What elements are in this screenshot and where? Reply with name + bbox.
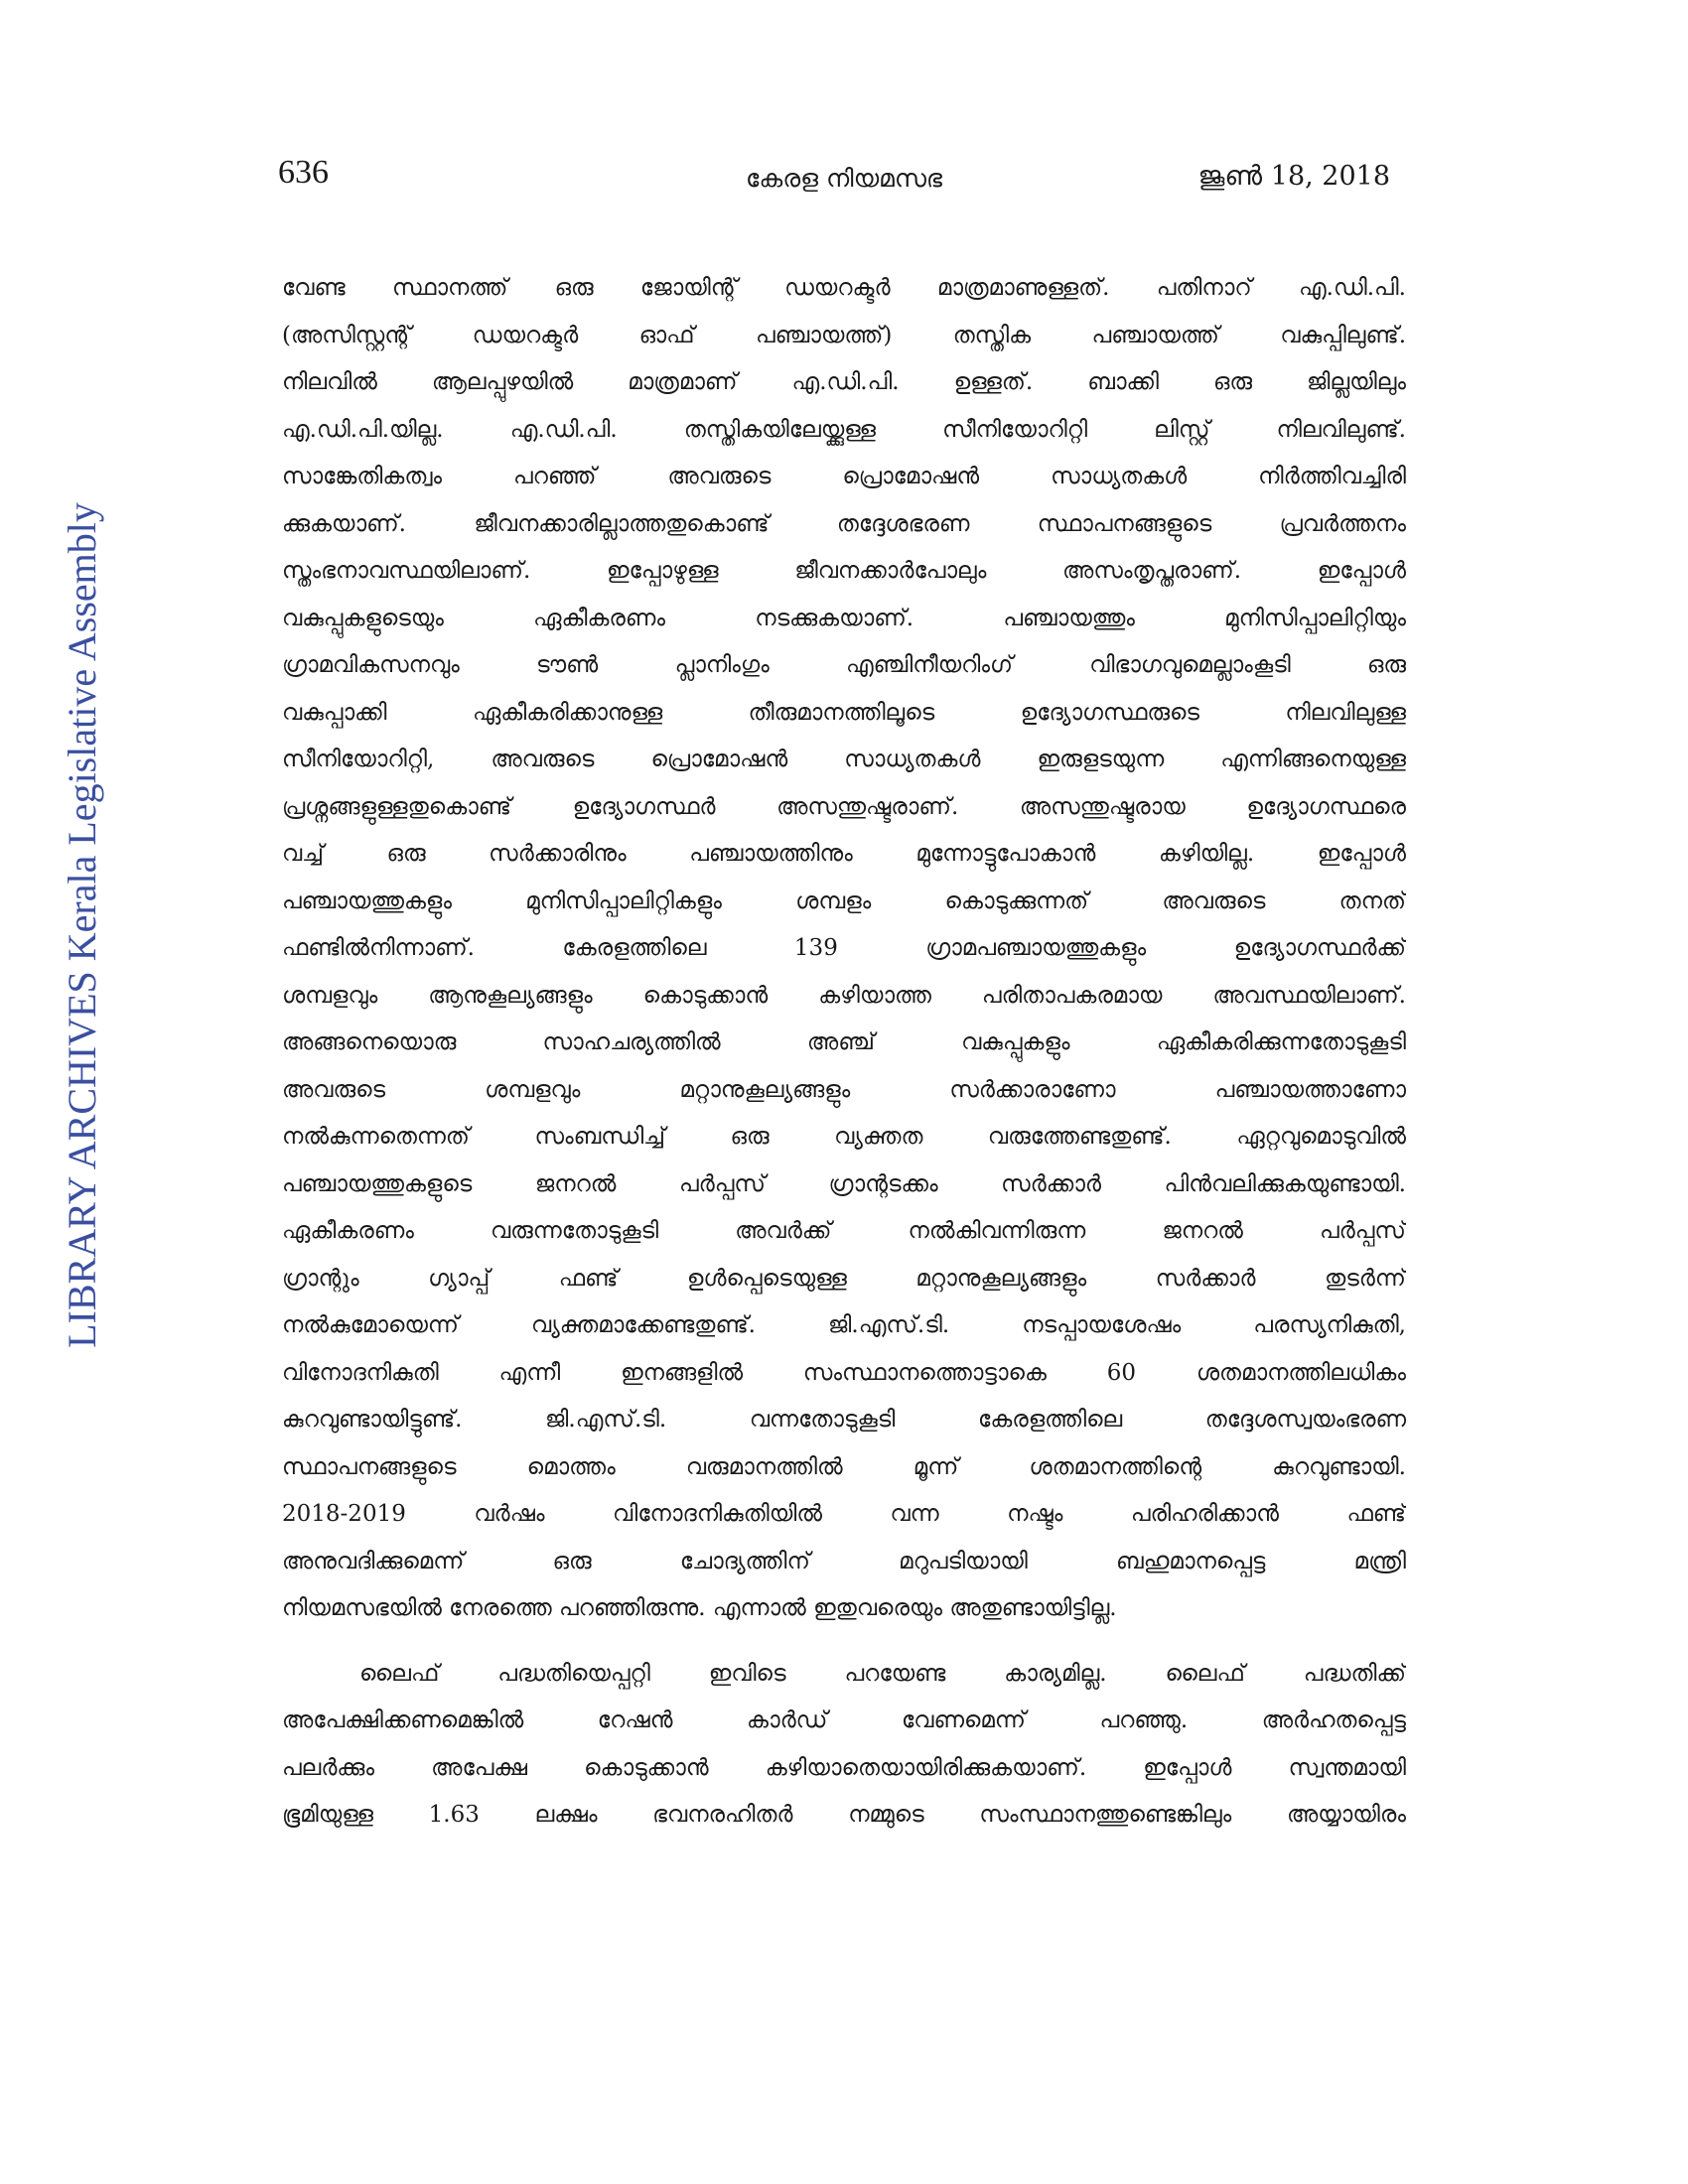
text-line: ശമ്പളവും ആനുകൂല്യങ്ങളും കൊടുക്കാൻ കഴിയാത്ത പരിതാപകരമായ അവസ്ഥയിലാണ്. (282, 982, 1406, 1009)
text-line: വേണ്ട സ്ഥാനത്ത് ഒരു ജോയിന്റ് ഡയറക്ടർ മാത്രമാണുള്ളത്. പതിനാറ് എ.ഡി.പി. (282, 275, 1406, 301)
page-number: 636 (278, 154, 329, 191)
body-text (282, 265, 1406, 1840)
text-line: നൽകുന്നതെന്നത് സംബന്ധിച്ച് ഒരു വ്യക്തത വരുത്തേണ്ടതുണ്ട്. ഏറ്റവുമൊടുവിൽ (282, 1124, 1406, 1150)
text-line: പലർക്കും അപേക്ഷ കൊടുക്കാൻ കഴിയാതെയായിരിക്കുകയാണ്. ഇപ്പോൾ സ്വന്തമായി (282, 1754, 1406, 1781)
text-line: പ്രശ്നങ്ങളുള്ളതുകൊണ്ട് ഉദ്യോഗസ്ഥർ അസന്തുഷ്ടരാണ്. അസന്തുഷ്ടരായ ഉദ്യോഗസ്ഥരെ (282, 793, 1406, 820)
text-line: നിലവിൽ ആലപ്പുഴയിൽ മാത്രമാണ് എ.ഡി.പി. ഉള്ളത്. ബാക്കി ഒരു ജില്ലയിലും (282, 369, 1406, 395)
text-line: ക്കുകയാണ്. ജീവനക്കാരില്ലാത്തതുകൊണ്ട് തദ്ദേശഭരണ സ്ഥാപനങ്ങളുടെ പ്രവർത്തനം (282, 510, 1406, 537)
text-line: അങ്ങനെയൊരു സാഹചര്യത്തിൽ അഞ്ച് വകുപ്പുകളും ഏകീകരിക്കുന്നതോടുകൂടി (282, 1029, 1406, 1055)
text-line: വകുപ്പാക്കി ഏകീകരിക്കാനുള്ള തീരുമാനത്തിലൂടെ ഉദ്യോഗസ്ഥരുടെ നിലവിലുള്ള (282, 699, 1406, 726)
text-line: പഞ്ചായത്തുകളുടെ ജനറൽ പർപ്പസ് ഗ്രാന്റടക്കം സർക്കാർ പിൻവലിക്കുകയുണ്ടായി. (282, 1170, 1406, 1197)
paragraph (282, 265, 1406, 1633)
running-head: കേരള നിയമസഭ (746, 164, 942, 193)
text-line: സാങ്കേതികത്വം പറഞ്ഞ് അവരുടെ പ്രൊമോഷൻ സാധ്യതകൾ നിർത്തിവച്ചിരി (282, 464, 1406, 489)
text-line: നിയമസഭയിൽ നേരത്തെ പറഞ്ഞിരുന്നു. എന്നാൽ ഇതുവരെയും അതുണ്ടായിട്ടില്ല. (282, 1595, 1117, 1621)
text-line: 2018-2019 വർഷം വിനോദനികുതിയിൽ വന്ന നഷ്ടം പരിഹരിക്കാൻ ഫണ്ട് (282, 1501, 1406, 1527)
text-line: അപേക്ഷിക്കണമെങ്കിൽ റേഷൻ കാർഡ് വേണമെന്ന് പറഞ്ഞു. അർഹതപ്പെട്ട (282, 1707, 1406, 1733)
text-line: സ്ഥാപനങ്ങളുടെ മൊത്തം വരുമാനത്തിൽ മൂന്ന് ശതമാനത്തിന്റെ കുറവുണ്ടായി. (282, 1453, 1406, 1480)
text-line: (അസിസ്റ്റന്റ് ഡയറക്ടർ ഓഫ് പഞ്ചായത്ത്) തസ്തിക പഞ്ചായത്ത് വകുപ്പിലുണ്ട്. (282, 322, 1406, 348)
paragraph (282, 1651, 1406, 1840)
text-line: ഏകീകരണം വരുന്നതോടുകൂടി അവർക്ക് നൽകിവന്നിരുന്ന ജനറൽ പർപ്പസ് (282, 1218, 1406, 1244)
text-line: ഫണ്ടിൽനിന്നാണ്. കേരളത്തിലെ 139 ഗ്രാമപഞ്ചായത്തുകളും ഉദ്യോഗസ്ഥർക്ക് (282, 935, 1406, 961)
text-line: പഞ്ചായത്തുകളും മുനിസിപ്പാലിറ്റികളും ശമ്പളം കൊടുക്കുന്നത് അവരുടെ തനത് (282, 887, 1406, 914)
page-date: ജൂൺ 18, 2018 (1197, 161, 1390, 192)
text-line: നൽകുമോയെന്ന് വ്യക്തമാക്കേണ്ടതുണ്ട്. ജി.എസ്.ടി. നടപ്പായശേഷം പരസ്യനികുതി, (282, 1312, 1406, 1338)
text-line: വകുപ്പുകളുടെയും ഏകീകരണം നടക്കുകയാണ്. പഞ്ചായത്തും മുനിസിപ്പാലിറ്റിയും (282, 605, 1406, 631)
text-line: ഗ്രാന്റും ഗ്യാപ്പ് ഫണ്ട് ഉൾപ്പെടെയുള്ള മറ്റാനുകൂല്യങ്ങളും സർക്കാർ തുടർന്ന് (282, 1265, 1406, 1292)
text-line: സീനിയോറിറ്റി, അവരുടെ പ്രൊമോഷൻ സാധ്യതകൾ ഇരുളടയുന്ന എന്നിങ്ങനെയുള്ള (282, 747, 1406, 772)
text-line: സ്തംഭനാവസ്ഥയിലാണ്. ഇപ്പോഴുള്ള ജീവനക്കാർപോലും അസംതൃപ്തരാണ്. ഇപ്പോൾ (282, 558, 1406, 584)
text-line: വിനോദനികുതി എന്നീ ഇനങ്ങളിൽ സംസ്ഥാനത്തൊട്ടാകെ 60 ശതമാനത്തിലധികം (282, 1359, 1406, 1386)
text-line: അനുവദിക്കുമെന്ന് ഒരു ചോദ്യത്തിന് മറുപടിയായി ബഹുമാനപ്പെട്ട മന്ത്രി (282, 1548, 1406, 1574)
text-line: വച്ച് ഒരു സർക്കാരിനും പഞ്ചായത്തിനും മുന്നോട്ടുപോകാൻ കഴിയില്ല. ഇപ്പോൾ (282, 841, 1406, 867)
text-line: ഭൂമിയുള്ള 1.63 ലക്ഷം ഭവനരഹിതർ നമ്മുടെ സംസ്ഥാനത്തുണ്ടെങ്കിലും അയ്യായിരം (282, 1802, 1406, 1828)
text-line: അവരുടെ ശമ്പളവും മറ്റാനുകൂല്യങ്ങളും സർക്കാരാണോ പഞ്ചായത്താണോ (282, 1076, 1406, 1103)
text-line: കുറവുണ്ടായിട്ടുണ്ട്. ജി.എസ്.ടി. വന്നതോടുകൂടി കേരളത്തിലെ തദ്ദേശസ്വയംഭരണ (282, 1407, 1406, 1433)
text-line: ലൈഫ് പദ്ധതിയെപ്പറ്റി ഇവിടെ പറയേണ്ട കാര്യമില്ല. ലൈഫ് പദ്ധതിക്ക് (359, 1660, 1406, 1687)
text-line: ഗ്രാമവികസനവും ടൗൺ പ്ലാനിംഗും എഞ്ചിനീയറിംഗ് വിഭാഗവുമെല്ലാംകൂടി ഒരു (282, 652, 1406, 678)
archive-watermark: LIBRARY ARCHIVES Kerala Legislative Assembly (60, 502, 104, 1348)
text-line: എ.ഡി.പി.യില്ല. എ.ഡി.പി. തസ്തികയിലേയ്ക്കുള്ള സീനിയോറിറ്റി ലിസ്റ്റ് നിലവിലുണ്ട്. (282, 416, 1406, 443)
